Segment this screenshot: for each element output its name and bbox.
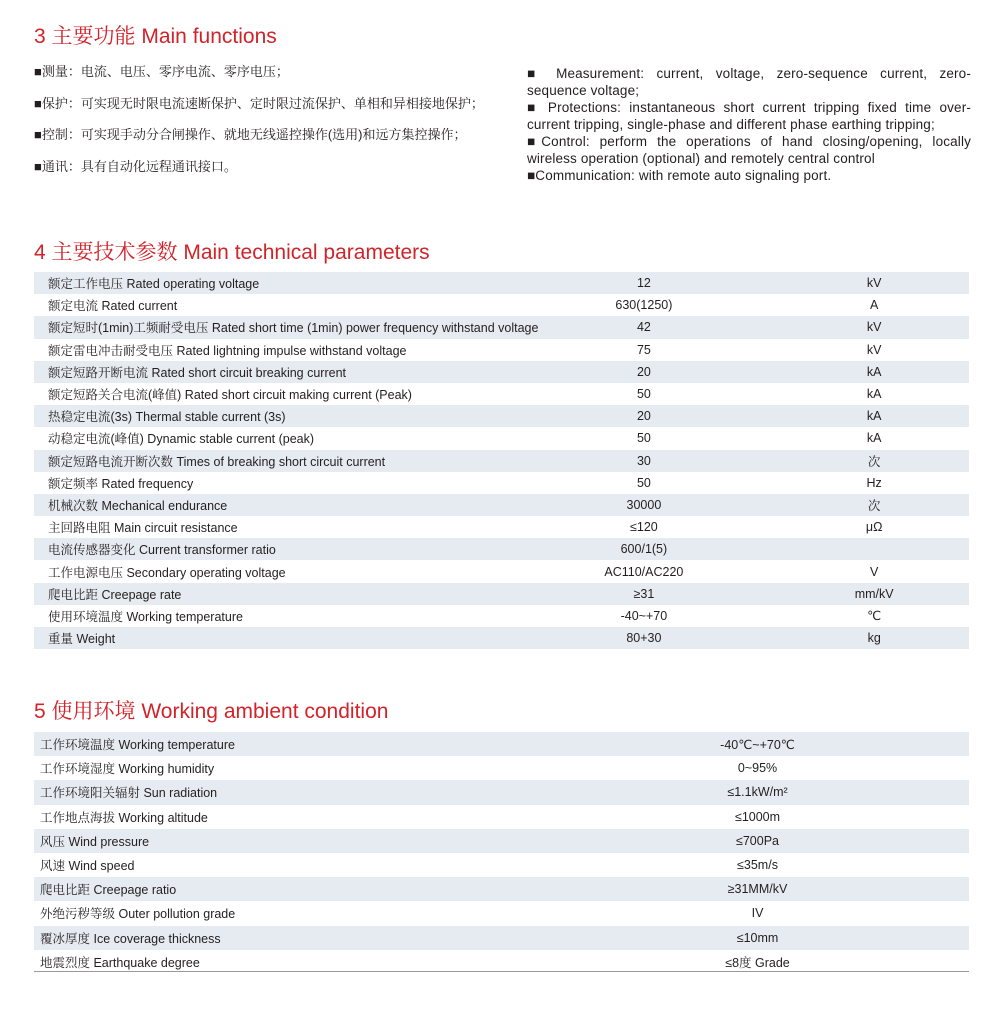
ambient-value: -40℃~+70℃: [600, 732, 969, 756]
ambient-row: [34, 877, 969, 901]
ambient-row: [34, 805, 969, 829]
ambient-row: [34, 853, 969, 877]
functions-en-item: ■ Measurement: current, voltage, zero-sequence current, zero-sequence voltage;: [527, 66, 971, 98]
functions-cn-item: ■保护：可实现无时限电流速断保护、定时限过流保护、单相和异相接地保护；: [34, 95, 484, 111]
parameter-value: 50: [636, 431, 651, 446]
parameter-name: 热稳定电流(3s) Thermal stable current (3s): [34, 405, 538, 427]
ambient-value: IV: [751, 906, 764, 921]
ambient-value: ≤35m/s: [737, 858, 778, 873]
parameter-value: ≤120: [630, 520, 658, 535]
parameter-value: 30: [538, 450, 779, 472]
parameter-value: 42: [538, 316, 779, 338]
parameter-value: 20: [538, 405, 779, 427]
functions-cn-list: [34, 63, 504, 189]
parameter-row: [34, 405, 969, 427]
ambient-row: [34, 732, 969, 756]
parameter-name: 额定短时(1min)工频耐受电压 Rated short time (1min) power frequency withstand voltage: [34, 316, 538, 338]
section-4-title: 4 主要技术参数 Main technical parameters: [34, 241, 430, 264]
ambient-name: 地震烈度 Earthquake degree: [40, 955, 200, 970]
parameter-name: 额定电流 Rated current: [48, 299, 178, 314]
parameter-value: 630(1250): [615, 298, 673, 313]
parameter-value: 50: [636, 387, 651, 402]
ambient-name: 覆冰厚度 Ice coverage thickness: [34, 926, 600, 950]
ambient-name: 工作环境温度 Working temperature: [34, 732, 600, 756]
parameter-value: 30000: [538, 494, 779, 516]
parameter-unit: Hz: [866, 475, 882, 490]
parameter-unit: A: [870, 298, 879, 313]
parameter-row: [34, 627, 969, 649]
functions-en-item: ■ Protections: instantaneous short current tripping fixed time over-current tripping, single-phase and different phase earthing tripping;: [527, 100, 971, 132]
parameter-row: [34, 605, 969, 627]
ambient-condition-table: [34, 732, 969, 974]
parameter-row: [34, 538, 969, 560]
parameter-unit: 次: [779, 494, 969, 516]
functions-en-item: ■Communication: with remote auto signaling port.: [527, 168, 832, 183]
parameter-unit: mm/kV: [779, 583, 969, 605]
parameter-unit: V: [870, 564, 879, 579]
ambient-row: [34, 926, 969, 950]
parameter-row: [34, 472, 969, 494]
parameter-row: [34, 450, 969, 472]
parameter-unit: kA: [779, 405, 969, 427]
parameter-name: 额定雷电冲击耐受电压 Rated lightning impulse withstand voltage: [48, 343, 407, 358]
table-bottom-rule: [34, 971, 969, 972]
parameter-unit: ℃: [867, 609, 882, 624]
parameter-value: 20: [538, 361, 779, 383]
parameter-unit: [779, 538, 969, 560]
parameter-unit: 次: [779, 450, 969, 472]
parameter-value: 80+30: [538, 627, 779, 649]
parameter-name: 额定工作电压 Rated operating voltage: [34, 272, 538, 294]
technical-parameters-table: [34, 272, 969, 649]
section-3-title: 3 主要功能 Main functions: [34, 25, 277, 48]
functions-en-item: ■Control: perform the operations of hand closing/opening, locally wireless operation (optional) and remotely central control: [527, 134, 971, 166]
parameter-name: 主回路电阻 Main circuit resistance: [48, 521, 238, 536]
ambient-name: 风压 Wind pressure: [34, 829, 600, 853]
parameter-unit: kV: [779, 316, 969, 338]
ambient-value: 0~95%: [737, 761, 778, 776]
parameter-name: 重量 Weight: [34, 627, 538, 649]
ambient-value: ≤10mm: [600, 926, 969, 950]
parameter-value: ≥31: [538, 583, 779, 605]
parameter-name: 动稳定电流(峰值) Dynamic stable current (peak): [48, 432, 315, 447]
parameter-unit: kV: [866, 342, 882, 357]
ambient-value: ≤700Pa: [600, 829, 969, 853]
parameter-row: [34, 560, 969, 582]
ambient-row: [34, 756, 969, 780]
ambient-row: [34, 829, 969, 853]
functions-cn-item: ■测量：电流、电压、零序电流、零序电压；: [34, 64, 289, 79]
ambient-name: 工作环境湿度 Working humidity: [40, 762, 215, 777]
parameter-value: -40~+70: [620, 608, 668, 623]
ambient-value: ≤1000m: [734, 809, 781, 824]
parameter-value: AC110/AC220: [604, 564, 684, 579]
ambient-name: 爬电比距 Creepage ratio: [34, 877, 600, 901]
parameter-name: 额定短路电流开断次数 Times of breaking short circuit current: [34, 450, 538, 472]
ambient-name: 外绝污秽等级 Outer pollution grade: [40, 907, 236, 922]
parameter-unit: kA: [866, 387, 882, 402]
parameter-name: 额定短路开断电流 Rated short circuit breaking current: [34, 361, 538, 383]
ambient-value: ≤8度 Grade: [725, 955, 790, 970]
parameter-row: [34, 494, 969, 516]
functions-cn-item: ■通讯：具有自动化远程通讯接口。: [34, 158, 237, 174]
parameter-name: 爬电比距 Creepage rate: [34, 583, 538, 605]
parameter-unit: μΩ: [865, 520, 883, 535]
ambient-value: ≥31MM/kV: [600, 877, 969, 901]
parameter-value: 50: [636, 475, 651, 490]
ambient-row: [34, 780, 969, 804]
ambient-name: 工作地点海拔 Working altitude: [40, 810, 208, 825]
parameter-name: 额定频率 Rated frequency: [48, 476, 194, 491]
parameter-row: [34, 361, 969, 383]
parameter-name: 额定短路关合电流(峰值) Rated short circuit making current (Peak): [48, 388, 412, 403]
functions-cn-item: ■控制：可实现手动分合闸操作、就地无线遥控操作(选用)和远方集控操作；: [34, 127, 467, 142]
ambient-row: [34, 901, 969, 925]
section-5-title: 5 使用环境 Working ambient condition: [34, 700, 389, 723]
parameter-row: [34, 316, 969, 338]
parameter-name: 机械次数 Mechanical endurance: [34, 494, 538, 516]
parameter-value: 12: [538, 272, 779, 294]
parameter-row: [34, 583, 969, 605]
parameter-row: [34, 516, 969, 538]
functions-en-list: [527, 65, 971, 184]
parameter-name: 使用环境温度 Working temperature: [48, 609, 243, 624]
parameter-row: [34, 383, 969, 405]
parameter-row: [34, 339, 969, 361]
parameter-name: 电流传感器变化 Current transformer ratio: [34, 538, 538, 560]
parameter-row: [34, 272, 969, 294]
parameter-name: 工作电源电压 Secondary operating voltage: [48, 565, 286, 580]
parameter-value: 600/1(5): [538, 538, 779, 560]
parameter-unit: kA: [779, 361, 969, 383]
parameter-unit: kA: [866, 431, 882, 446]
parameter-unit: kV: [779, 272, 969, 294]
parameter-row: [34, 427, 969, 449]
ambient-name: 工作环境阳关辐射 Sun radiation: [34, 780, 600, 804]
ambient-value: ≤1.1kW/m²: [600, 780, 969, 804]
ambient-name: 风速 Wind speed: [40, 859, 135, 874]
parameter-row: [34, 294, 969, 316]
parameter-value: 75: [636, 342, 651, 357]
parameter-unit: kg: [779, 627, 969, 649]
